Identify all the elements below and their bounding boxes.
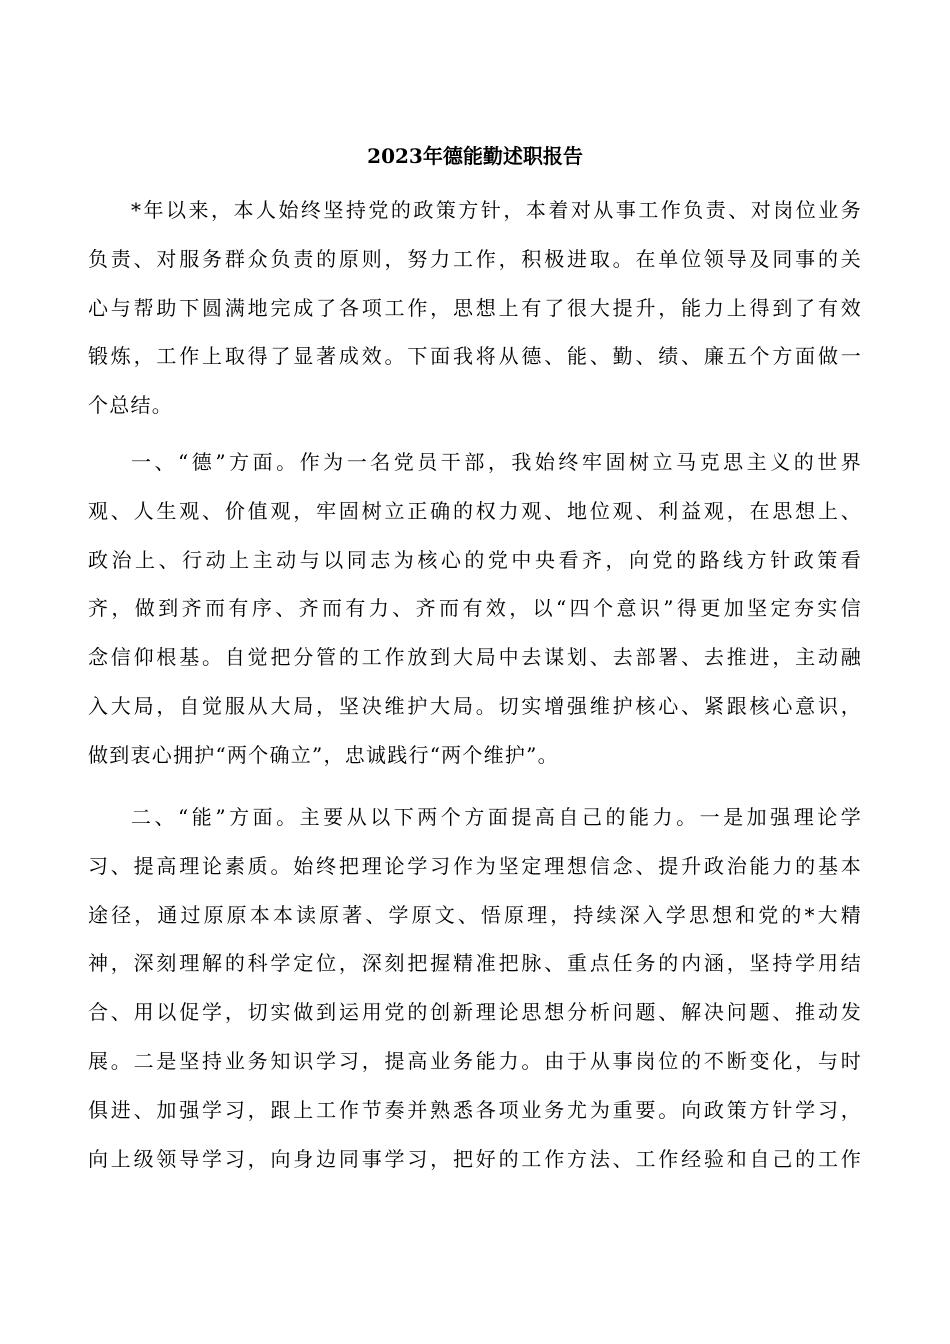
paragraph-line: 入大局，自觉服从大局，坚决维护大局。切实增强维护核心、紧跟核心意识， <box>88 693 862 718</box>
paragraph-line: 个总结。 <box>88 393 173 418</box>
paragraph-neng <box>88 793 862 1183</box>
paragraph-line: 神，深刻理解的科学定位，深刻把握精准把脉、重点任务的内涵，坚持学用结 <box>88 951 862 976</box>
paragraph-line: 习、提高理论素质。始终把理论学习作为坚定理想信念、提升政治能力的基本 <box>88 853 862 878</box>
paragraph-line: *年以来，本人始终坚持党的政策方针，本着对从事工作负责、对岗位业务 <box>131 198 862 222</box>
paragraph-line: 做到衷心拥护“两个确立”，忠诚践行“两个维护”。 <box>88 742 559 767</box>
paragraph-line: 合、用以促学，切实做到运用党的创新理论思想分析问题、解决问题、推动发 <box>88 1000 862 1025</box>
paragraph-line: 途径，通过原原本本读原著、学原文、悟原理，持续深入学思想和党的*大精 <box>88 902 862 927</box>
document-title: 2023年德能勤述职报告 <box>367 144 583 168</box>
paragraph-line: 心与帮助下圆满地完成了各项工作，思想上有了很大提升，能力上得到了有效 <box>88 295 862 320</box>
paragraph-line: 展。二是坚持业务知识学习，提高业务能力。由于从事岗位的不断变化，与时 <box>88 1048 862 1073</box>
paragraph-line: 一、“德”方面。作为一名党员干部，我始终牢固树立马克思主义的世界 <box>131 450 862 474</box>
paragraph-line: 负责、对服务群众负责的原则，努力工作，积极进取。在单位领导及同事的关 <box>88 246 862 271</box>
paragraph-line: 锻炼，工作上取得了显著成效。下面我将从德、能、勤、绩、廉五个方面做一 <box>88 344 862 369</box>
paragraph-line: 念信仰根基。自觉把分管的工作放到大局中去谋划、去部署、去推进，主动融 <box>88 645 862 670</box>
paragraph-line: 齐，做到齐而有序、齐而有力、齐而有效，以“四个意识”得更加坚定夯实信 <box>88 596 862 621</box>
paragraph-line: 俱进、加强学习，跟上工作节奏并熟悉各项业务尤为重要。向政策方针学习， <box>88 1097 862 1122</box>
paragraph-line: 向上级领导学习，向身边同事学习，把好的工作方法、工作经验和自己的工作 <box>88 1146 862 1171</box>
paragraph-line: 观、人生观、价值观，牢固树立正确的权力观、地位观、利益观，在思想上、 <box>88 498 862 523</box>
paragraph-line: 二、“能”方面。主要从以下两个方面提高自己的能力。一是加强理论学 <box>131 805 862 829</box>
paragraph-de <box>88 438 862 780</box>
paragraph-intro <box>88 186 862 430</box>
paragraph-line: 政治上、行动上主动与以同志为核心的党中央看齐，向党的路线方针政策看 <box>88 547 862 572</box>
